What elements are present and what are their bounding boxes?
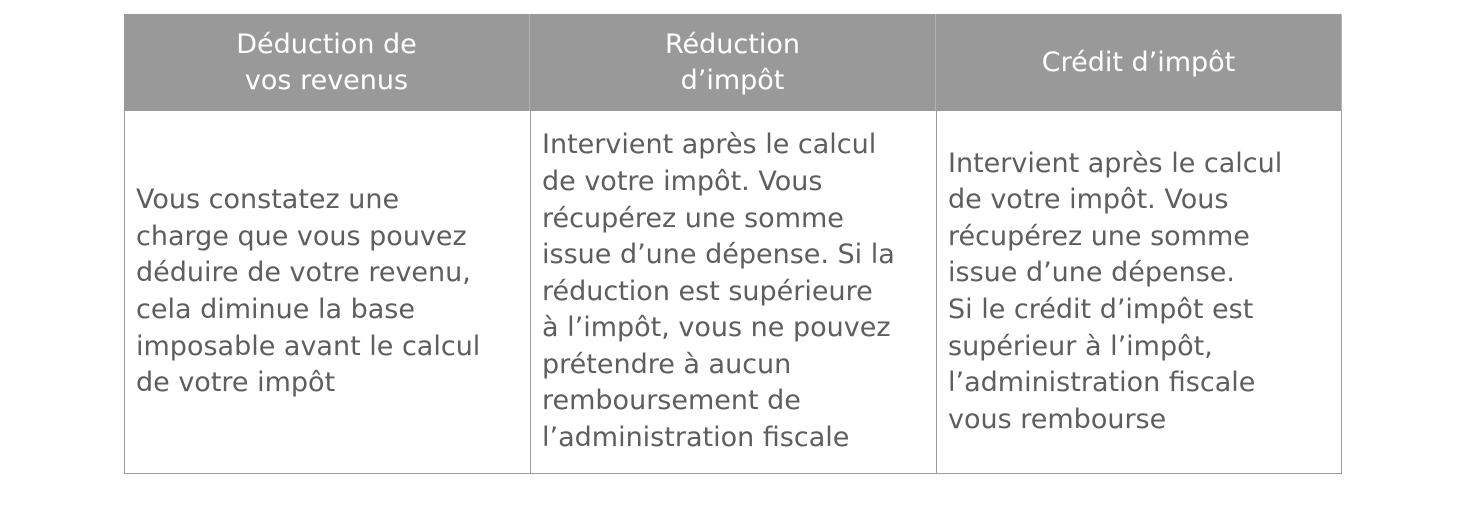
comparison-table bbox=[124, 14, 1342, 474]
body-cell-reduction bbox=[530, 111, 936, 474]
header-cell-deduction: Déduction de vos revenus bbox=[124, 14, 530, 111]
header-cell-reduction: Réduction d’impôt bbox=[530, 14, 936, 111]
body-cell-deduction bbox=[124, 111, 530, 474]
body-cell-credit bbox=[936, 111, 1342, 474]
credit-description: Intervient après le calcul de votre impôt. Vous récupérez une somme issue d’une dépense. Si le crédit d’impôt est supérieur à l’impôt, l’administration fiscale vous rembourse bbox=[948, 147, 1283, 435]
reduction-description: Intervient après le calcul de votre impôt. Vous récupérez une somme issue d’une dépense. Si la réduction est supérieure à l’impôt, vous ne pouvez prétendre à aucun remboursement de l’administration fiscale bbox=[542, 129, 895, 454]
deduction-description: Vous constatez une charge que vous pouvez déduire de votre revenu, cela diminue la base imposable avant le calcul de votre impôt bbox=[136, 184, 481, 399]
header-cell-credit: Crédit d’impôt bbox=[936, 14, 1342, 111]
